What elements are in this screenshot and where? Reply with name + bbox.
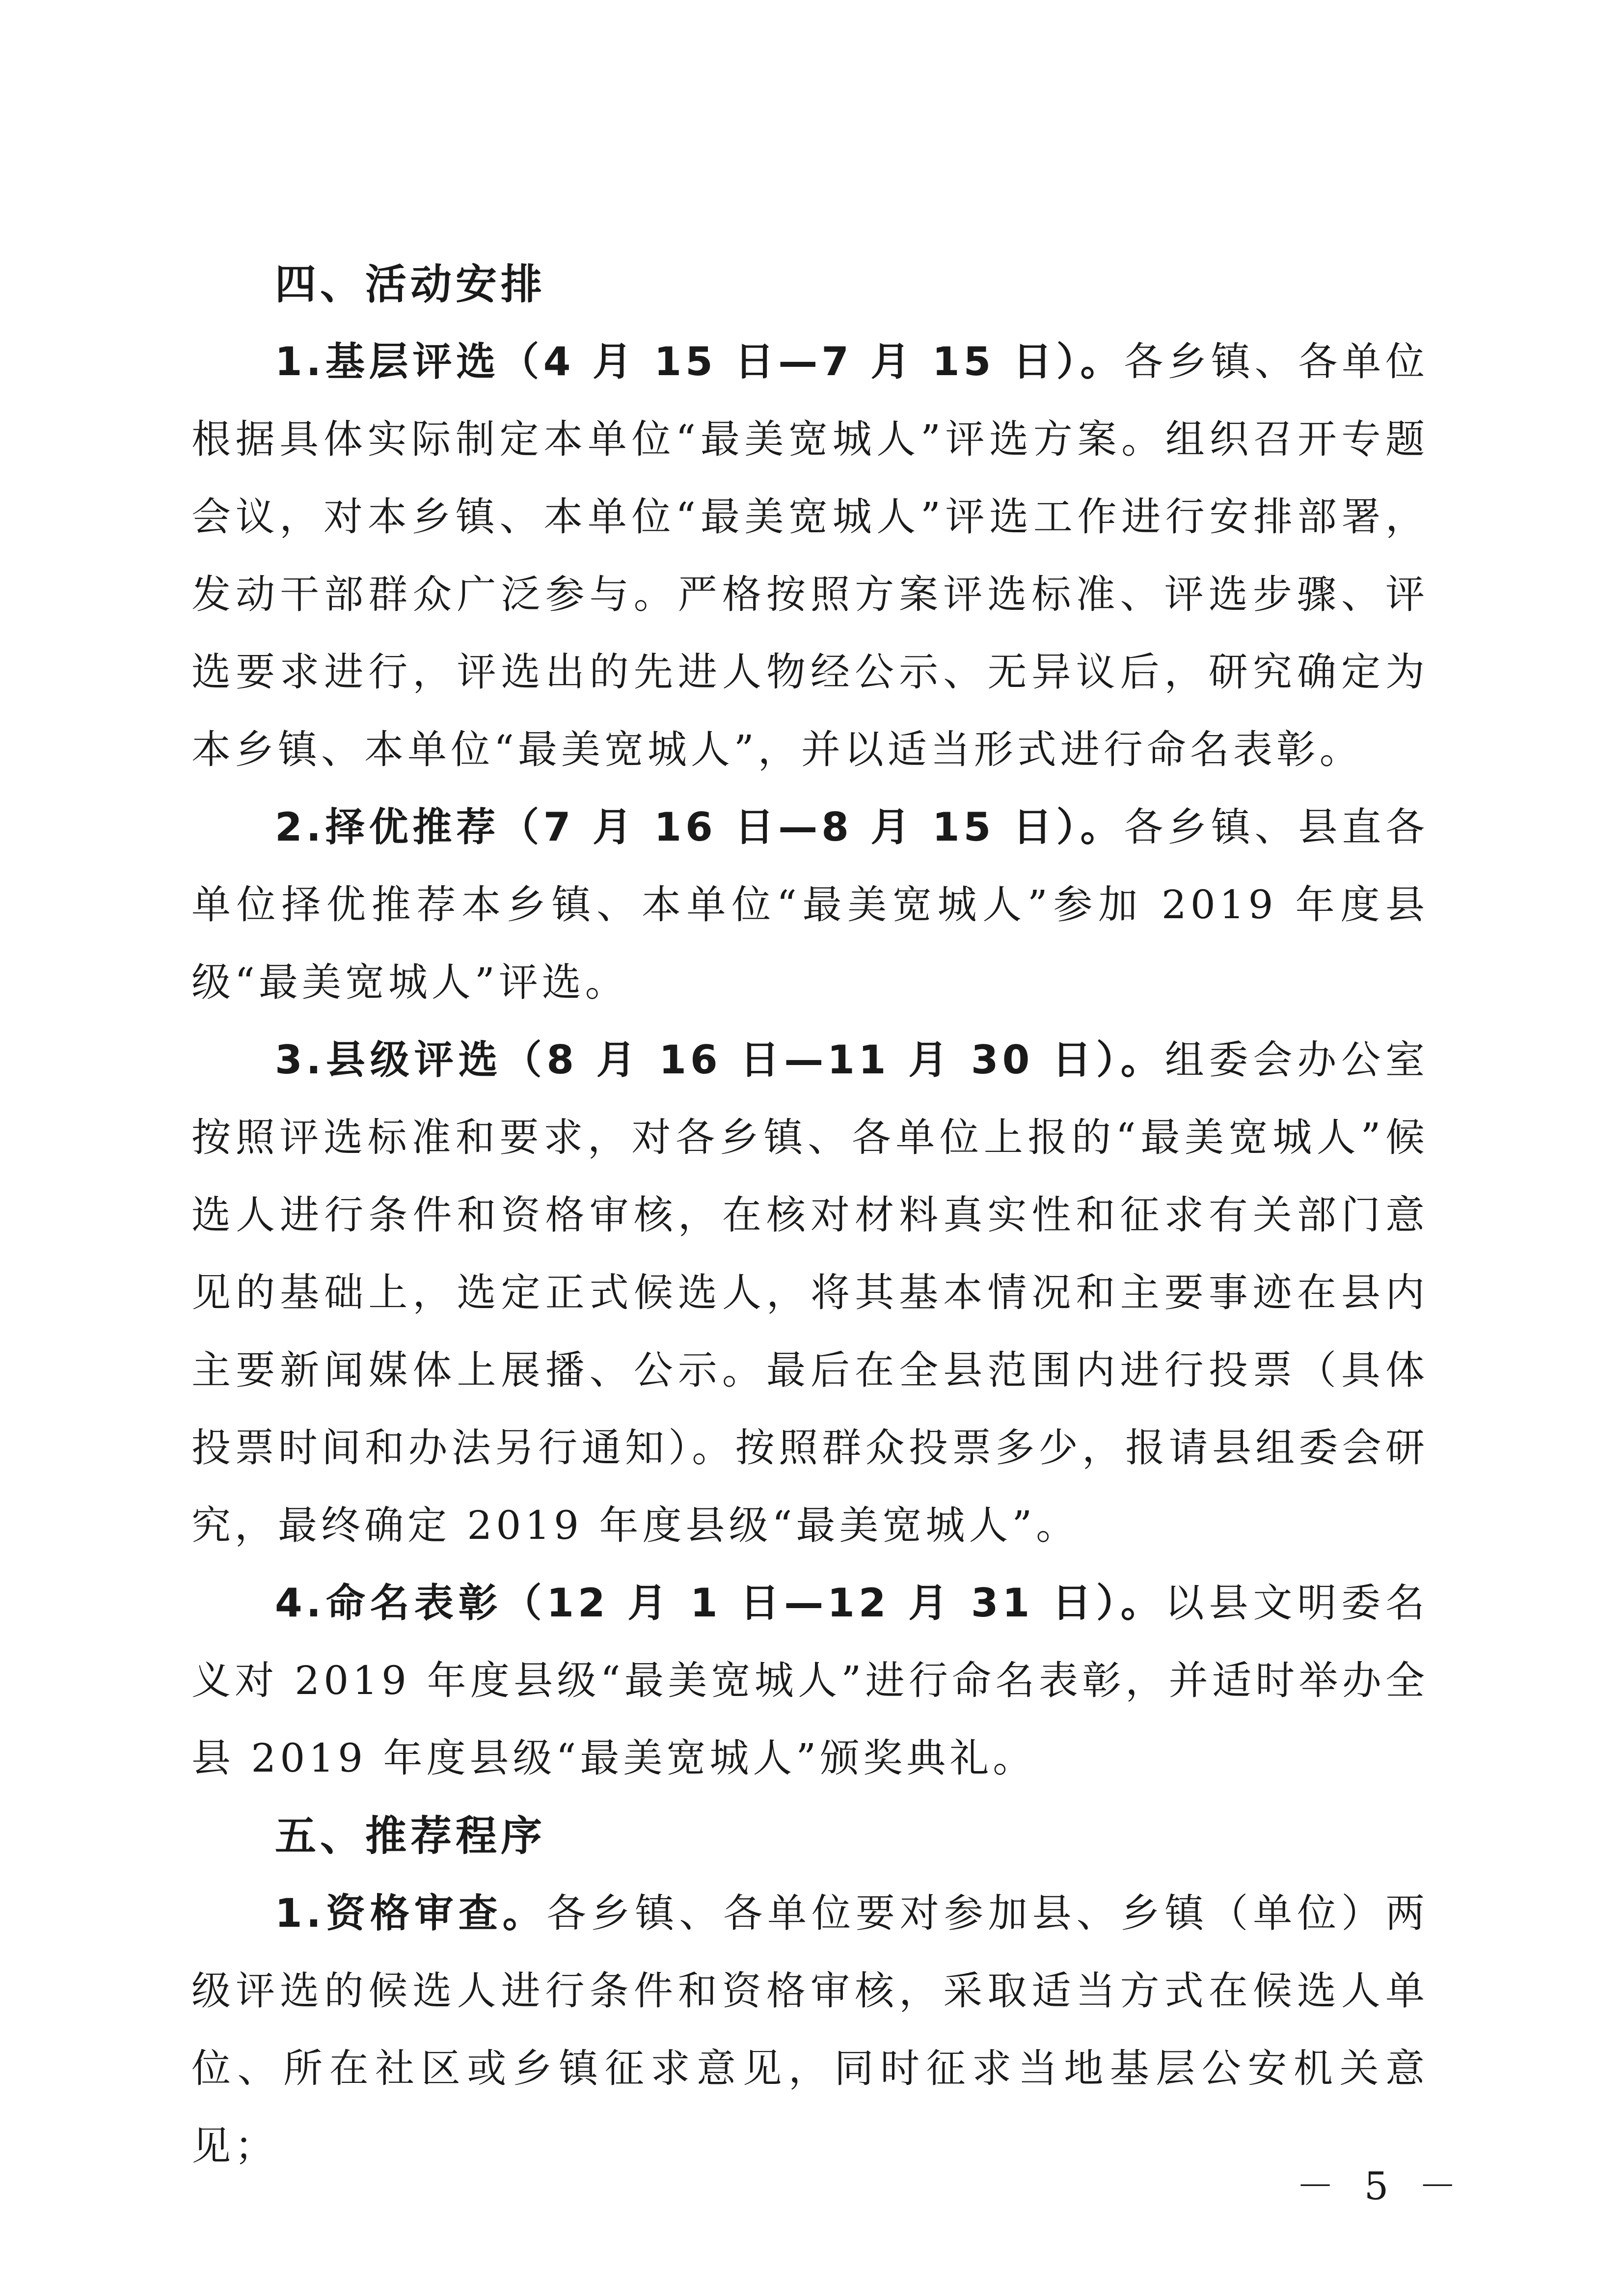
paragraph-body: 各乡镇、县直各单位择优推荐本乡镇、本单位“最美宽城人”参加 2019 年度县级“最美宽城人”评选。 bbox=[191, 804, 1429, 1005]
paragraph-body: 以县文明委名义对 2019 年度县级“最美宽城人”进行命名表彰，并适时举办全县 2019 年度县级“最美宽城人”颁奖典礼。 bbox=[191, 1580, 1429, 1781]
paragraph-lead: 4.命名表彰（12 月 1 日—12 月 31 日）。 bbox=[275, 1580, 1165, 1626]
paragraph-body: 各乡镇、各单位要对参加县、乡镇（单位）两级评选的候选人进行条件和资格审核，采取适当方式在候选人单位、所在社区或乡镇征求意见，同时征求当地基层公安机关意见； bbox=[191, 1890, 1429, 2169]
paragraph-body: 组委会办公室按照评选标准和要求，对各乡镇、各单位上报的“最美宽城人”候选人进行条件和资格审核，在核对材料真实性和征求有关部门意见的基础上，选定正式候选人，将其基本情况和主要事迹在县内主要新闻媒体上展播、公示。最后在全县范围内进行投票（具体投票时间和办法另行通知）。按照群众投票多少，报请县组委会研究，最终确定 2019 年度县级“最美宽城人”。 bbox=[191, 1037, 1429, 1548]
paragraph-lead: 2.择优推荐（7 月 16 日—8 月 15 日）。 bbox=[275, 804, 1124, 850]
paragraph-recommendation bbox=[191, 789, 1429, 1021]
section-heading-activity-arrangement: 四、活动安排 bbox=[275, 260, 546, 308]
page-number: － 5 － bbox=[1296, 2164, 1466, 2209]
section-heading-recommendation-procedure: 五、推荐程序 bbox=[275, 1812, 546, 1860]
paragraph-county-selection bbox=[191, 1021, 1429, 1564]
paragraph-qualification-review bbox=[191, 1875, 1429, 2185]
paragraph-grassroots-selection bbox=[191, 323, 1429, 789]
paragraph-commendation bbox=[191, 1564, 1429, 1797]
paragraph-lead: 3.县级评选（8 月 16 日—11 月 30 日）。 bbox=[275, 1037, 1165, 1083]
paragraph-lead: 1.基层评选（4 月 15 日—7 月 15 日）。 bbox=[275, 339, 1124, 384]
paragraph-body: 各乡镇、各单位根据具体实际制定本单位“最美宽城人”评选方案。组织召开专题会议，对本乡镇、本单位“最美宽城人”评选工作进行安排部署，发动干部群众广泛参与。严格按照方案评选标准、评选步骤、评选要求进行，评选出的先进人物经公示、无异议后，研究确定为本乡镇、本单位“最美宽城人”，并以适当形式进行命名表彰。 bbox=[191, 339, 1429, 772]
paragraph-lead: 1.资格审查。 bbox=[275, 1890, 547, 1936]
document-page bbox=[191, 246, 1429, 2185]
